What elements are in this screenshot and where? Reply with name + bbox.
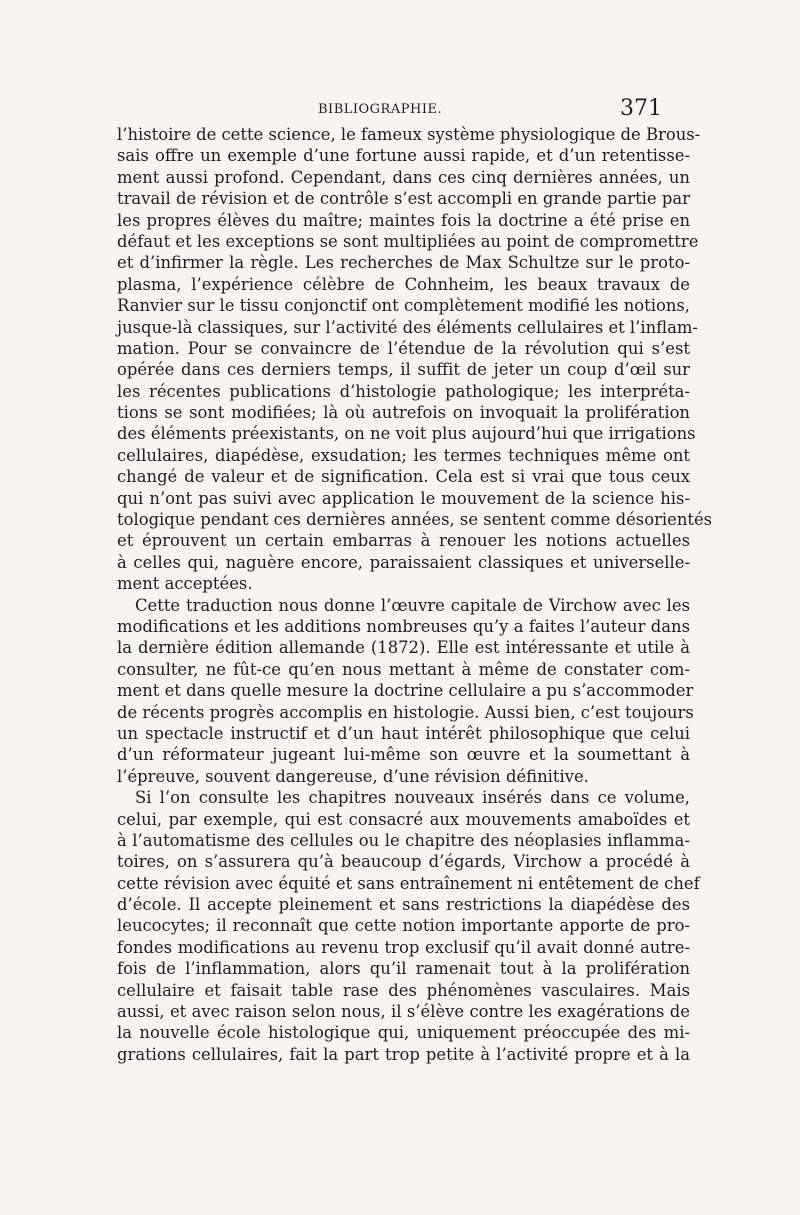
text-line: de récents progrès accomplis en histologie. Aussi bien, c’est toujours — [117, 702, 694, 722]
text-line: cette révision avec équité et sans entraînement ni entêtement de chef — [117, 873, 700, 893]
text-line: cellulaires, diapédèse, exsudation; les termes techniques même ont — [117, 445, 690, 465]
text-line: les récentes publications d’histologie pathologique; les interpréta- — [117, 381, 690, 401]
text-line: leucocytes; il reconnaît que cette notion importante apporte de pro- — [117, 916, 690, 936]
text-line: fois de l’inflammation, alors qu’il ramenait tout à la prolifération — [117, 959, 690, 979]
page-header — [0, 98, 800, 122]
text-line: la dernière édition allemande (1872). Elle est intéressante et utile à — [117, 638, 690, 658]
text-line: ment et dans quelle mesure la doctrine cellulaire a pu s’accommoder — [117, 681, 694, 701]
text-line: travail de révision et de contrôle s’est accompli en grande partie par — [117, 189, 690, 209]
text-line: grations cellulaires, fait la part trop petite à l’activité propre et à la — [117, 1044, 690, 1064]
text-line: d’école. Il accepte pleinement et sans restrictions la diapédèse des — [117, 895, 690, 915]
text-line: à l’automatisme des cellules ou le chapitre des néoplasies inflamma- — [117, 830, 690, 850]
text-line: les propres élèves du maître; maintes fois la doctrine a été prise en — [117, 210, 690, 230]
text-line: Ranvier sur le tissu conjonctif ont complètement modifié les notions, — [117, 296, 690, 316]
text-line: ment aussi profond. Cependant, dans ces cinq dernières années, un — [117, 167, 690, 187]
text-line: et éprouvent un certain embarras à renouer les notions actuelles — [117, 531, 690, 551]
text-line: sais offre un exemple d’une fortune aussi rapide, et d’un retentisse- — [117, 146, 690, 166]
text-line: celui, par exemple, qui est consacré aux mouvements amaboïdes et — [117, 809, 690, 829]
text-line: d’un réformateur jugeant lui-même son œuvre et la soumettant à — [117, 745, 690, 765]
text-line: qui n’ont pas suivi avec application le mouvement de la science his- — [117, 488, 690, 508]
text-line: aussi, et avec raison selon nous, il s’élève contre les exagérations de — [117, 1002, 690, 1022]
text-line: modifications et les additions nombreuses qu’y a faites l’auteur dans — [117, 616, 690, 636]
text-line: toires, on s’assurera qu’à beaucoup d’égards, Virchow a procédé à — [117, 852, 690, 872]
text-line: à celles qui, naguère encore, paraissaient classiques et universelle- — [117, 552, 690, 572]
paragraph-end-line: ment acceptées. — [117, 574, 253, 594]
paragraph-end-line: l’épreuve, souvent dangereuse, d’une révision définitive. — [117, 766, 589, 786]
text-line: consulter, ne fût-ce qu’en nous mettant à même de constater com- — [117, 659, 690, 679]
text-line: défaut et les exceptions se sont multipliées au point de compromettre — [117, 231, 699, 251]
text-line: un spectacle instructif et d’un haut intérêt philosophique que celui — [117, 723, 690, 743]
text-line: la nouvelle école histologique qui, uniquement préoccupée des mi- — [117, 1023, 690, 1043]
text-line: fondes modifications au revenu trop exclusif qu’il avait donné autre- — [117, 937, 690, 957]
page-number: 371 — [620, 96, 662, 121]
paragraph-start-line: Cette traduction nous donne l’œuvre capitale de Virchow avec les — [135, 595, 690, 615]
text-line: des éléments préexistants, on ne voit plus aujourd’hui que irrigations — [117, 424, 696, 444]
body-text — [117, 124, 713, 1065]
text-line: mation. Pour se convaincre de l’étendue de la révolution qui s’est — [117, 338, 690, 358]
text-line: changé de valeur et de signification. Cela est si vrai que tous ceux — [117, 467, 690, 487]
text-line: jusque-là classiques, sur l’activité des éléments cellulaires et l’inflam- — [117, 317, 698, 337]
text-line: opérée dans ces derniers temps, il suffit de jeter un coup d’œil sur — [117, 360, 690, 380]
text-line: cellulaire et faisait table rase des phénomènes vasculaires. Mais — [117, 980, 690, 1000]
text-line: l’histoire de cette science, le fameux système physiologique de Brous- — [117, 125, 701, 144]
text-line: tions se sont modifiées; là où autrefois on invoquait la prolifération — [117, 403, 690, 423]
text-line: et d’infirmer la règle. Les recherches de Max Schultze sur le proto- — [117, 253, 690, 273]
running-head: BIBLIOGRAPHIE. — [318, 102, 443, 117]
text-line: tologique pendant ces dernières années, se sentent comme désorientés — [117, 510, 713, 530]
text-line: plasma, l’expérience célèbre de Cohnheim, les beaux travaux de — [117, 274, 690, 294]
paragraph-start-line: Si l’on consulte les chapitres nouveaux insérés dans ce volume, — [135, 788, 690, 808]
